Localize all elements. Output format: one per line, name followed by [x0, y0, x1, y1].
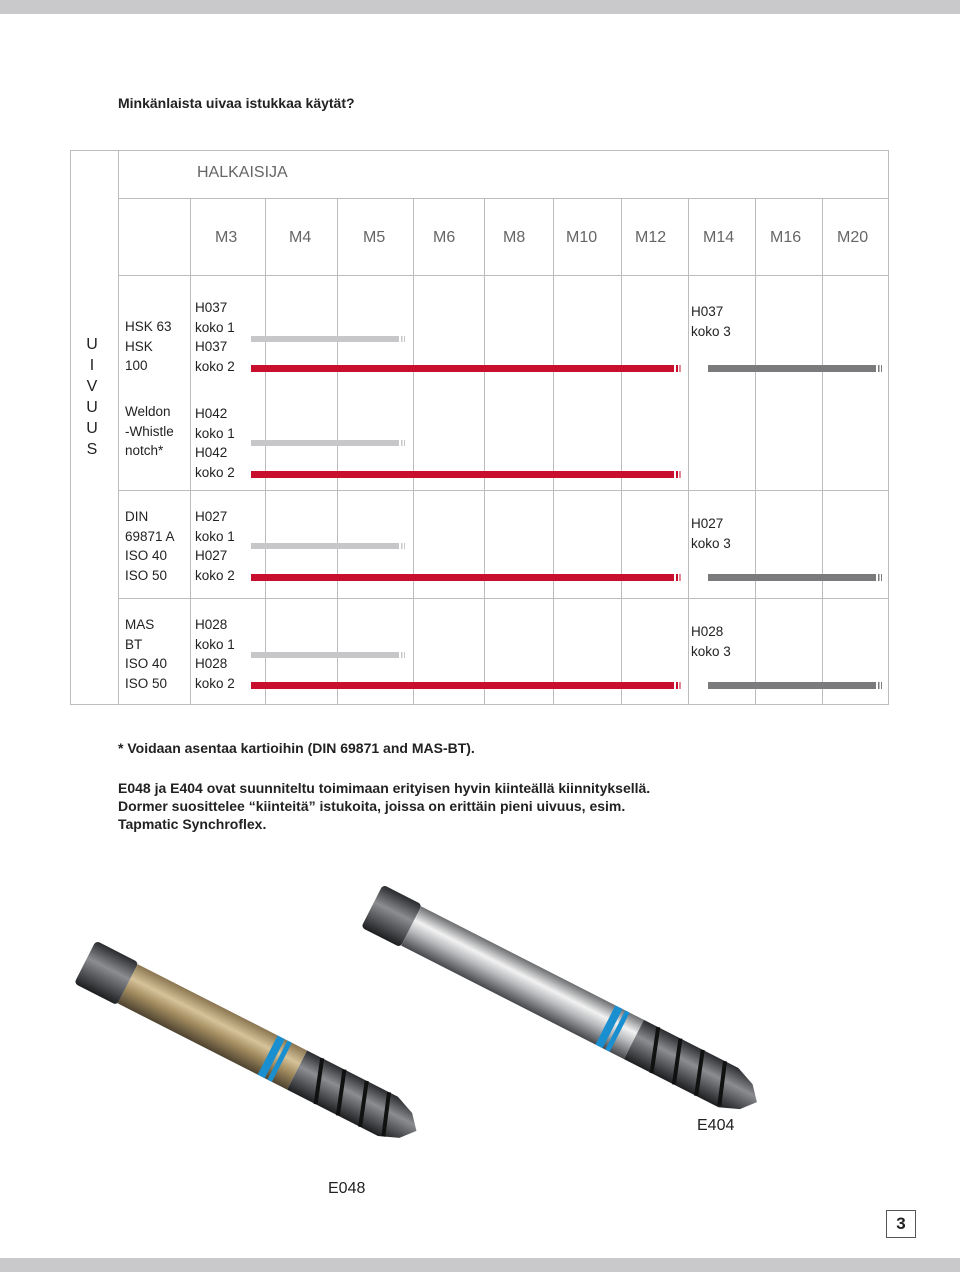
- bar-h027-koko2: [251, 574, 674, 581]
- page-number: 3: [886, 1210, 916, 1238]
- bar-h037-koko3: [708, 365, 876, 372]
- tap-e048: [74, 941, 427, 1153]
- size-m14: M14: [703, 229, 735, 246]
- bar-h027-koko1: [251, 543, 399, 549]
- label-e048: E048: [328, 1180, 366, 1197]
- tap-product-photo: [0, 860, 960, 1220]
- codes-h042: H042 koko 1 H042 koko 2: [195, 406, 235, 480]
- size-m8: M8: [503, 229, 526, 246]
- codes-h028: H028 koko 1 H028 koko 2: [195, 617, 235, 691]
- size-2-bars: [251, 365, 674, 689]
- size-m12: M12: [635, 229, 667, 246]
- size-3-bars: [708, 365, 876, 689]
- bar-h028-koko2: [251, 682, 674, 689]
- note-line-2: Dormer suosittelee “kiinteitä” istukoita, joissa on erittäin pieni uivuus, esim.: [118, 798, 626, 814]
- code-h028-koko3: H028 koko 3: [691, 624, 731, 659]
- holder-hsk: HSK 63 HSK 100: [125, 319, 172, 373]
- size-m5: M5: [363, 229, 386, 246]
- bar-h028-koko1: [251, 652, 399, 658]
- holder-weldon: Weldon -Whistle notch*: [125, 404, 174, 458]
- bar-h028-koko3: [708, 682, 876, 689]
- bar-h042-koko2: [251, 471, 674, 478]
- bar-h037-koko1: [251, 336, 399, 342]
- holder-mas: MAS BT ISO 40 ISO 50: [125, 617, 168, 691]
- size-m20: M20: [837, 229, 869, 246]
- footnote: * Voidaan asentaa kartioihin (DIN 69871 and MAS-BT).: [118, 740, 475, 756]
- table-grid-lines: [71, 150, 889, 705]
- question-heading: Minkänlaista uivaa istukkaa käytät?: [118, 95, 355, 111]
- size-m10: M10: [566, 229, 598, 246]
- bar-h027-koko3: [708, 574, 876, 581]
- codes-h037: H037 koko 1 H037 koko 2: [195, 300, 235, 374]
- size-1-bars: [251, 336, 399, 658]
- bottom-band: [0, 1258, 960, 1272]
- size-m16: M16: [770, 229, 802, 246]
- bar-h037-koko2: [251, 365, 674, 372]
- size-m6: M6: [433, 229, 456, 246]
- size-m4: M4: [289, 229, 312, 246]
- note-line-1: E048 ja E404 ovat suunniteltu toimimaan erityisen hyvin kiinteällä kiinnityksellä.: [118, 780, 651, 796]
- bar-h042-koko1: [251, 440, 399, 446]
- note-line-3: Tapmatic Synchroflex.: [118, 816, 267, 832]
- size-m3: M3: [215, 229, 238, 246]
- label-e404: E404: [697, 1117, 735, 1134]
- side-label-uivuus: U I V U U S: [86, 336, 98, 458]
- table-header-halkaisija: HALKAISIJA: [197, 164, 288, 181]
- codes-h027: H027 koko 1 H027 koko 2: [195, 509, 235, 583]
- holder-din: DIN 69871 A ISO 40 ISO 50: [125, 509, 175, 583]
- code-h037-koko3: H037 koko 3: [691, 304, 731, 339]
- code-h027-koko3: H027 koko 3: [691, 516, 731, 551]
- tap-e404: [361, 885, 768, 1124]
